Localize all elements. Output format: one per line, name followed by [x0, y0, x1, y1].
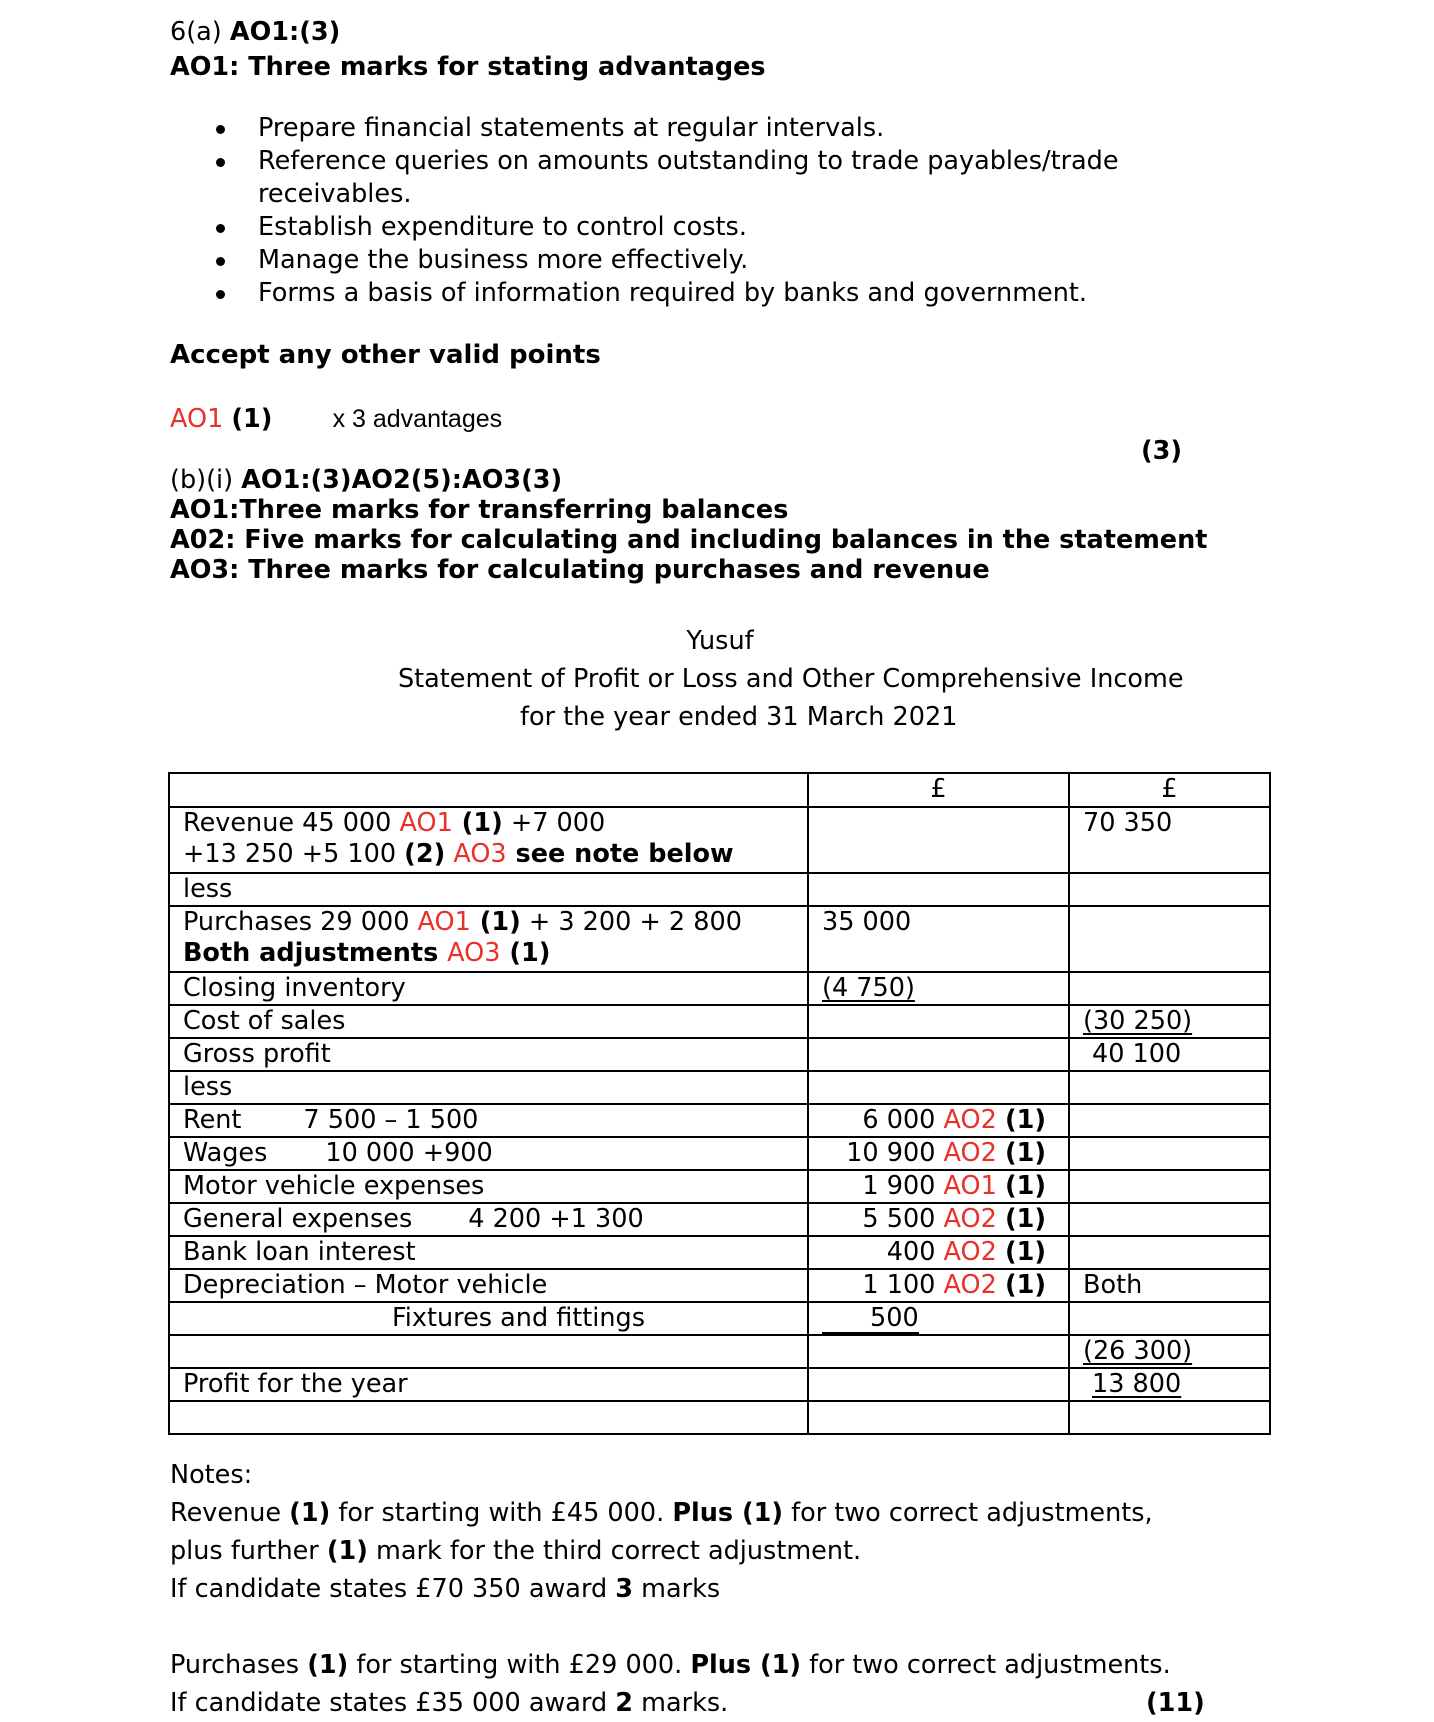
less-label: less: [169, 873, 808, 906]
table-header-row: [169, 773, 1270, 807]
currency-header: £: [1069, 773, 1270, 807]
table-row-gross-profit: [169, 1038, 1270, 1071]
bullet-icon: [216, 224, 225, 233]
table-cell: [1069, 1302, 1270, 1335]
bullet-icon: [216, 125, 225, 134]
table-cell: [1069, 1203, 1270, 1236]
table-cell: [808, 1368, 1069, 1401]
fixtures-amount: [808, 1302, 1069, 1335]
gross-profit-label: Gross profit: [169, 1038, 808, 1071]
table-cell: [808, 807, 1069, 873]
mark-value: (1): [289, 1498, 331, 1528]
expense-amount: [808, 1104, 1069, 1137]
text: Purchases: [170, 1650, 308, 1680]
calc: 10 000 +900: [325, 1138, 493, 1168]
ao-label: AO1: [170, 404, 224, 434]
part-b-total: (11): [1146, 1688, 1205, 1718]
text: General expenses: [183, 1204, 413, 1234]
expense-amount: [808, 1236, 1069, 1269]
ao-label: AO1: [417, 907, 471, 937]
text: If candidate states £70 350 award: [170, 1574, 616, 1604]
text: for two correct adjustments,: [783, 1498, 1153, 1528]
amount: 400: [886, 1237, 936, 1267]
mark-value: (1): [1004, 1105, 1046, 1135]
revenue-note: [170, 1494, 1153, 1608]
criteria-ao1: AO1:Three marks for transferring balances: [170, 495, 789, 525]
table-cell: [1069, 1170, 1270, 1203]
ao-label: AO2: [943, 1138, 997, 1168]
profit-loss-statement-table: [168, 772, 1271, 1435]
mark-value: (1): [326, 1536, 368, 1566]
expense-amount: [808, 1269, 1069, 1302]
closing-inventory-label: Closing inventory: [169, 972, 808, 1005]
text: +7 000: [502, 808, 606, 838]
calc: 4 200 +1 300: [468, 1204, 644, 1234]
ao-label: AO2: [943, 1270, 997, 1300]
table-row-closing-inventory: [169, 972, 1270, 1005]
table-cell: [1069, 1071, 1270, 1104]
mark-value: (1): [500, 938, 551, 968]
table-row-total-expenses: [169, 1335, 1270, 1368]
ao-label: AO1: [943, 1171, 997, 1201]
revenue-label: [169, 807, 808, 873]
mark-value: (1): [307, 1650, 349, 1680]
expense-label: Bank loan interest: [169, 1236, 808, 1269]
table-cell: [808, 1071, 1069, 1104]
table-row-revenue: [169, 807, 1270, 873]
part-a-subheading: AO1: Three marks for stating advantages: [170, 52, 766, 82]
closing-inventory-amount: [808, 972, 1069, 1005]
notes-heading: Notes:: [170, 1460, 253, 1490]
bullet-icon: [216, 290, 225, 299]
table-cell: [808, 1005, 1069, 1038]
mark-scheme-line: [170, 404, 502, 434]
table-cell: [1069, 1401, 1270, 1434]
ao-label: AO3: [445, 839, 507, 869]
advantages-list: [170, 112, 1218, 310]
part-a-total: (3): [1141, 436, 1183, 466]
statement-title: Statement of Profit or Loss and Other Comprehensive Income: [398, 664, 1184, 694]
list-item-text: Manage the business more effectively.: [258, 245, 749, 275]
ao-label: AO1: [399, 808, 453, 838]
text: + 3 200 + 2 800: [520, 907, 742, 937]
table-row-blank: [169, 1401, 1270, 1434]
text: for starting with £29 000.: [348, 1650, 691, 1680]
list-item: [170, 211, 1218, 244]
table-cell: [1069, 906, 1270, 972]
mark-value: (1): [1004, 1237, 1046, 1267]
note-ref: see note below: [506, 839, 734, 869]
cost-of-sales-label: Cost of sales: [169, 1005, 808, 1038]
mark-value: (1): [231, 404, 273, 434]
table-cell: [1069, 1104, 1270, 1137]
expense-label: [169, 1203, 808, 1236]
list-item-text: Prepare financial statements at regular intervals.: [258, 113, 885, 143]
table-cell: [808, 1038, 1069, 1071]
depreciation-note: Both: [1069, 1269, 1270, 1302]
mark-value: (1): [452, 808, 503, 838]
list-item-text: Forms a basis of information required by banks and government.: [258, 278, 1087, 308]
mark-value: (1): [1004, 1270, 1046, 1300]
table-cell: [1069, 972, 1270, 1005]
mark-value: (2): [404, 839, 446, 869]
table-row-cost-of-sales: [169, 1005, 1270, 1038]
business-name: Yusuf: [686, 626, 754, 656]
table-row-expense: [169, 1104, 1270, 1137]
list-item: [170, 277, 1218, 310]
table-row-less: [169, 873, 1270, 906]
statement-period: for the year ended 31 March 2021: [520, 702, 958, 732]
text: Plus: [672, 1498, 734, 1528]
text: Plus: [690, 1650, 752, 1680]
text: marks: [633, 1574, 721, 1604]
criteria-ao2: A02: Five marks for calculating and including balances in the statement: [170, 525, 1208, 555]
expense-label: [169, 1137, 808, 1170]
part-b-heading: [170, 465, 562, 495]
expense-amount: [808, 1203, 1069, 1236]
amount: (4 750): [822, 973, 915, 1003]
table-row-less: [169, 1071, 1270, 1104]
expense-amount: [808, 1137, 1069, 1170]
criteria-ao3: AO3: Three marks for calculating purchases and revenue: [170, 555, 990, 585]
amount: 1 100: [862, 1270, 936, 1300]
text: mark for the third correct adjustment.: [367, 1536, 862, 1566]
list-item: [170, 244, 1218, 277]
amount: 6 000: [862, 1105, 936, 1135]
amount: 1 900: [862, 1171, 936, 1201]
table-row-expense: [169, 1170, 1270, 1203]
table-row-profit: [169, 1368, 1270, 1401]
table-cell: [808, 1401, 1069, 1434]
amount: (30 250): [1083, 1006, 1193, 1036]
amount: 5 500: [862, 1204, 936, 1234]
table-cell: [808, 1335, 1069, 1368]
list-item-text: Establish expenditure to control costs.: [258, 212, 747, 242]
table-cell: [169, 773, 808, 807]
table-cell: [169, 1401, 808, 1434]
text: Revenue 45 000: [183, 808, 400, 838]
total-expenses-amount: [1069, 1335, 1270, 1368]
amount: (26 300): [1083, 1336, 1193, 1366]
purchases-note: [170, 1646, 1171, 1722]
table-row-expense: [169, 1203, 1270, 1236]
table-cell: [1069, 1137, 1270, 1170]
marks-allocation: AO1:(3)AO2(5):AO3(3): [241, 465, 563, 495]
text: If candidate states £35 000 award: [170, 1688, 616, 1718]
text: Wages: [183, 1138, 268, 1168]
text: for two correct adjustments.: [801, 1650, 1171, 1680]
text: Rent: [183, 1105, 242, 1135]
fixtures-label: Fixtures and fittings: [169, 1302, 808, 1335]
profit-label: Profit for the year: [169, 1368, 808, 1401]
text: marks.: [633, 1688, 729, 1718]
list-item: [170, 145, 1218, 211]
marks-allocation: AO1:(3): [229, 17, 341, 47]
ao-label: AO2: [943, 1105, 997, 1135]
table-row-expense: [169, 1236, 1270, 1269]
table-cell: [1069, 873, 1270, 906]
table-cell: [808, 873, 1069, 906]
calc: 7 500 – 1 500: [303, 1105, 479, 1135]
gross-profit-amount: 40 100: [1069, 1038, 1270, 1071]
question-number: (b)(i): [170, 465, 242, 495]
amount: 13 800: [1092, 1369, 1182, 1399]
table-row-fixtures: [169, 1302, 1270, 1335]
mark-value: 2: [615, 1688, 634, 1718]
bullet-icon: [216, 257, 225, 266]
mark-value: (1): [1004, 1204, 1046, 1234]
expense-amount: [808, 1170, 1069, 1203]
mark-multiplier: x 3 advantages: [332, 405, 503, 433]
question-number: 6(a): [170, 17, 230, 47]
table-row-expense: [169, 1137, 1270, 1170]
table-row-expense: [169, 1269, 1270, 1302]
expense-label: Depreciation – Motor vehicle: [169, 1269, 808, 1302]
mark-value: (1): [1004, 1138, 1046, 1168]
text: +13 250 +5 100: [183, 839, 405, 869]
less-label: less: [169, 1071, 808, 1104]
currency-header: £: [808, 773, 1069, 807]
ao-label: AO3: [447, 938, 501, 968]
expense-label: Motor vehicle expenses: [169, 1170, 808, 1203]
accept-note: Accept any other valid points: [170, 340, 601, 370]
ao-label: AO2: [943, 1237, 997, 1267]
table-row-purchases: [169, 906, 1270, 972]
revenue-amount: 70 350: [1069, 807, 1270, 873]
purchases-amount: 35 000: [808, 906, 1069, 972]
text: Revenue: [170, 1498, 290, 1528]
expense-label: [169, 1104, 808, 1137]
part-a-heading: [170, 16, 340, 49]
purchases-label: [169, 906, 808, 972]
ao-label: AO2: [943, 1204, 997, 1234]
amount: 10 900: [846, 1138, 936, 1168]
bullet-icon: [216, 158, 225, 167]
table-cell: [1069, 1236, 1270, 1269]
text: Both adjustments: [183, 938, 448, 968]
mark-value: (1): [733, 1498, 784, 1528]
text: plus further: [170, 1536, 327, 1566]
mark-value: (1): [751, 1650, 802, 1680]
mark-value: (1): [470, 907, 521, 937]
text: for starting with £45 000.: [330, 1498, 673, 1528]
profit-amount: [1069, 1368, 1270, 1401]
mark-value: (1): [1004, 1171, 1046, 1201]
mark-value: 3: [615, 1574, 634, 1604]
table-cell: [169, 1335, 808, 1368]
text: Purchases 29 000: [183, 907, 418, 937]
cost-of-sales-amount: [1069, 1005, 1270, 1038]
list-item-text: Reference queries on amounts outstanding to trade payables/trade receivables.: [258, 146, 1119, 209]
list-item: [170, 112, 1218, 145]
amount: 500: [822, 1305, 919, 1334]
